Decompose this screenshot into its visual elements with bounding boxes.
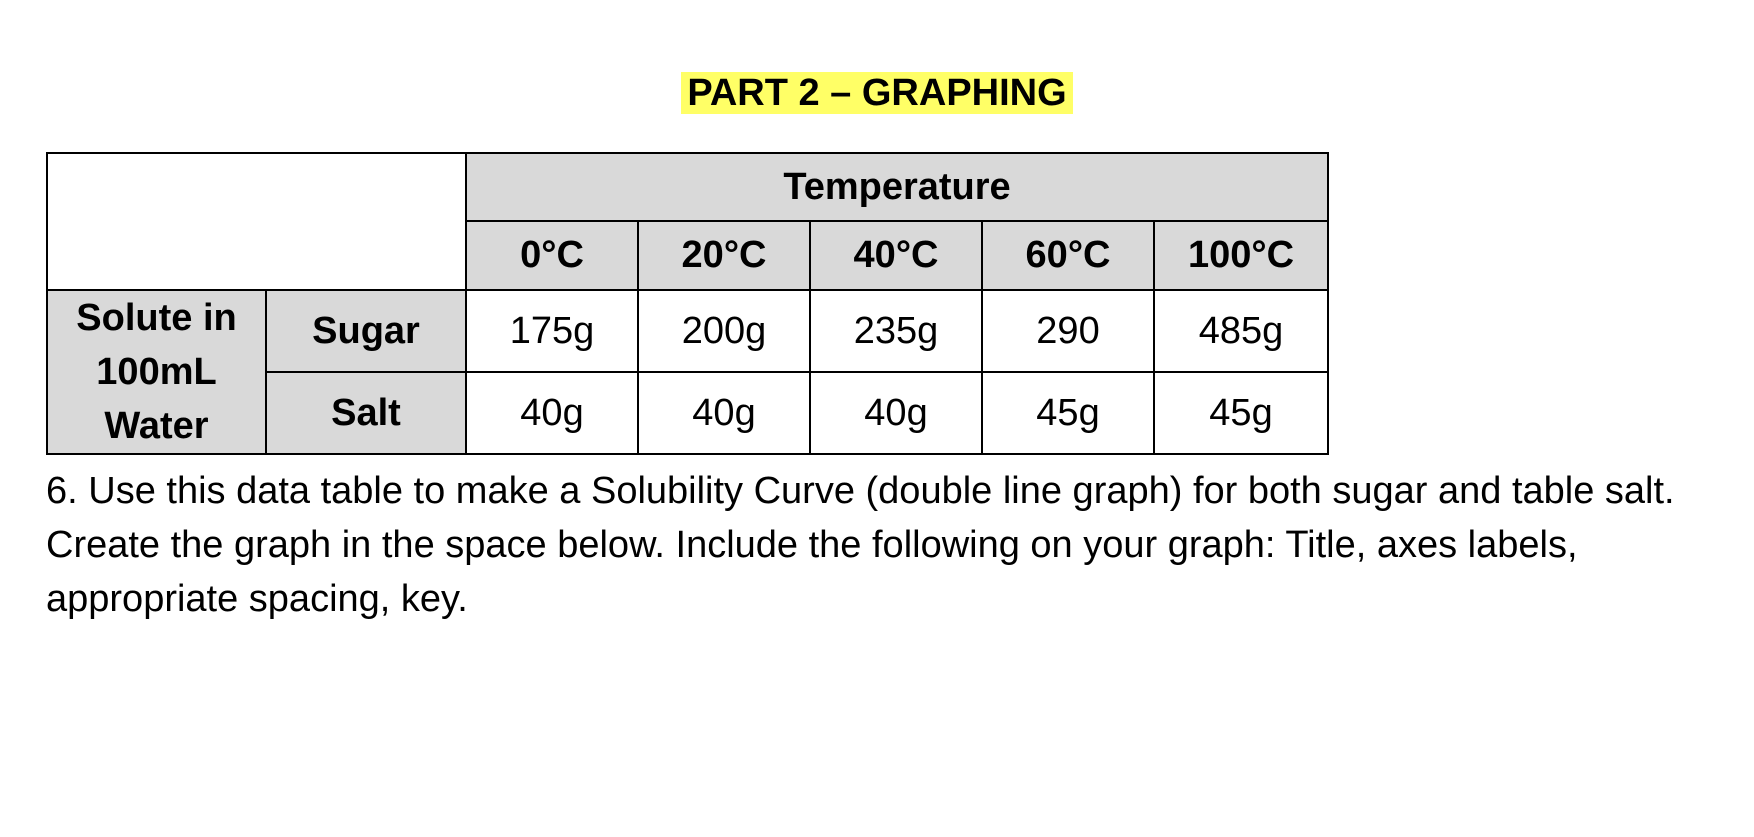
value-cell: 485g bbox=[1154, 290, 1328, 372]
value-cell: 290 bbox=[982, 290, 1154, 372]
temperature-header-cell: Temperature bbox=[466, 153, 1328, 221]
table-header-row-temperature bbox=[47, 153, 1328, 221]
value-cell: 175g bbox=[466, 290, 638, 372]
page-title bbox=[0, 67, 1754, 119]
solute-group-line: Solute in bbox=[76, 297, 237, 339]
question-text: 6. Use this data table to make a Solubility Curve (double line graph) for both sugar and table salt. Create the graph in the space below. Include the following on your graph: Title, axes labels, appropriate spacing, key. bbox=[46, 470, 1675, 620]
solute-name-cell: Salt bbox=[266, 372, 466, 454]
temperature-cell: 20°C bbox=[638, 221, 810, 290]
solute-group-line: Water bbox=[104, 405, 209, 447]
value-cell: 235g bbox=[810, 290, 982, 372]
value-cell: 40g bbox=[810, 372, 982, 454]
empty-corner-cell bbox=[47, 153, 466, 290]
solubility-data-table bbox=[46, 152, 1329, 455]
solute-name-cell: Sugar bbox=[266, 290, 466, 372]
page-title-text: PART 2 – GRAPHING bbox=[681, 72, 1072, 114]
solute-group-label bbox=[47, 290, 266, 454]
value-cell: 40g bbox=[466, 372, 638, 454]
temperature-cell: 100°C bbox=[1154, 221, 1328, 290]
value-cell: 45g bbox=[982, 372, 1154, 454]
value-cell: 40g bbox=[638, 372, 810, 454]
temperature-cell: 0°C bbox=[466, 221, 638, 290]
value-cell: 45g bbox=[1154, 372, 1328, 454]
value-cell: 200g bbox=[638, 290, 810, 372]
table-row-sugar bbox=[47, 290, 1328, 372]
temperature-cell: 60°C bbox=[982, 221, 1154, 290]
temperature-cell: 40°C bbox=[810, 221, 982, 290]
solute-group-line: 100mL bbox=[96, 351, 217, 393]
